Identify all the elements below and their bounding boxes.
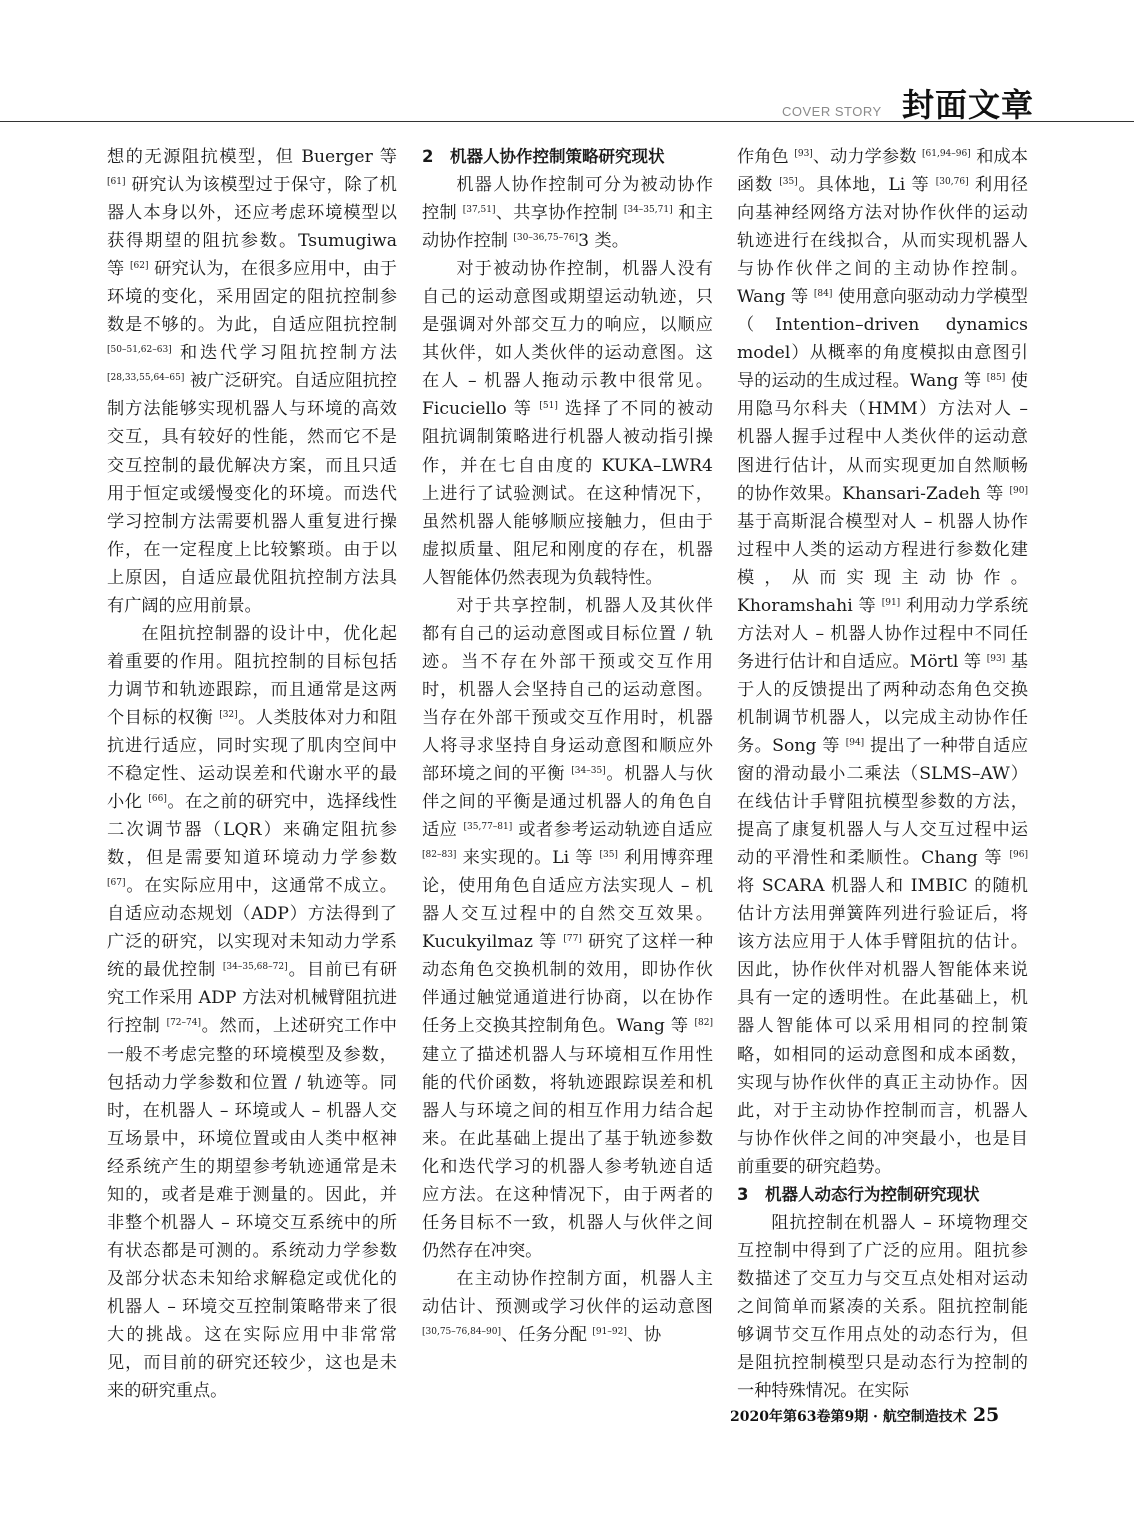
paragraph: 想的无源阻抗模型，但 Buerger 等 [61] 研究认为该模型过于保守，除了机器人本身以外，还应考虑环境模型以获得期望的阻抗参数。Tsumugiwa 等 [62] 研究认为，在很多应用中，由于环境的变化，采用固定的阻抗控制参数是不够的。为此，自适应阻抗控制 [50–51,62–63] 和迭代学习阻抗控制方法 [28,33,55,64–65] 被广泛研究。自适应阻抗控制方法能够实现机器人与环境的高效交互，具有较好的性能，然而它不是交互控制的最优解决方案，而且只适用于恒定或缓慢变化的环境。而迭代学习控制方法需要机器人重复进行操作，在一定程度上比较繁琐。由于以上原因，自适应最优阻抗控制方法具有广阔的应用前景。 bbox=[107, 147, 397, 616]
citation: [93] bbox=[986, 653, 1006, 664]
paragraph: 在阻抗控制器的设计中，优化起着重要的作用。阻抗控制的目标包括力调节和轨迹跟踪，而且通常是这两个目标的权衡 [32]。人类肢体对力和阻抗进行适应，同时实现了肌肉空间中不稳定性、运动误差和代谢水平的最小化 [66]。在之前的研究中，选择线性二次调节器（LQR）来确定阻抗参数，但是需要知道环境动力学参数 [67]。在实际应用中，这通常不成立。自适应动态规划（ADP）方法得到了广泛的研究，以实现对未知动力学系统的最优控制 [34–35,68–72]。目前已有研究工作采用 ADP 方法对机械臂阻抗进行控制 [72–74]。然而，上述研究工作中一般不考虑完整的环境模型及参数，包括动力学参数和位置 / 轨迹等。同时，在机器人 – 环境或人 – 机器人交互场景中，环境位置或由人类中枢神经系统产生的期望参考轨迹通常是未知的，或者是难于测量的。因此，并非整个机器人 – 环境交互系统中的所有状态都是可测的。系统动力学参数及部分状态未知给求解稳定或优化的机器人 – 环境交互控制策略带来了很大的挑战。这在实际应用中非常常见，而目前的研究还较少，这也是未来的研究重点。 bbox=[107, 623, 397, 1402]
text-column-1 bbox=[107, 143, 397, 1405]
citation: [37,51] bbox=[462, 205, 496, 216]
text-column-2 bbox=[422, 143, 713, 1349]
citation: [34–35,71] bbox=[623, 205, 673, 216]
citation: [93] bbox=[794, 149, 813, 159]
paragraph: 对于被动协作控制，机器人没有自己的运动意图或期望运动轨迹，只是强调对外部交互力的响应，以顺应其伙伴，如人类伙伴的运动意图。这在人 – 机器人拖动示教中很常见。Ficuciello 等 [51] 选择了不同的被动阻抗调制策略进行机器人被动指引操作，并在七自由度的 KUKA–LWR4 上进行了试验测试。在这种情况下，虽然机器人能够顺应接触力，但由于虚拟质量、阻尼和刚度的存在，机器人智能体仍然表现为负载特性。 bbox=[422, 259, 713, 588]
header-rule-tail bbox=[1027, 121, 1134, 122]
page-number: 25 bbox=[972, 1404, 1000, 1426]
citation: [28,33,55,64–65] bbox=[107, 373, 185, 384]
citation: [82] bbox=[694, 1018, 713, 1029]
citation: [30,76] bbox=[935, 177, 969, 188]
section-heading: 3 机器人动态行为控制研究现状 bbox=[737, 1184, 980, 1204]
section-title: 封面文章 bbox=[902, 86, 1035, 124]
citation: [34–35,68–72] bbox=[222, 962, 288, 973]
text-column-3 bbox=[737, 143, 1028, 1405]
citation: [61] bbox=[107, 177, 126, 188]
section-heading: 2 机器人协作控制策略研究现状 bbox=[422, 147, 665, 166]
citation: [85] bbox=[986, 373, 1006, 384]
cover-story-label: COVER STORY bbox=[782, 104, 882, 119]
citation: [67] bbox=[107, 878, 126, 889]
citation: [82–83] bbox=[422, 850, 457, 861]
page-footer bbox=[730, 1404, 999, 1426]
paragraph: 作角色 [93]、动力学参数 [61,94–96] 和成本函数 [35]。具体地，Li 等 [30,76] 利用径向基神经网络方法对协作伙伴的运动轨迹进行在线拟合，从而实现机器人与协作伙伴之间的主动协作控制。Wang 等 [84] 使用意向驱动动力学模型（Intention–driven dynamics model）从概率的角度模拟由意图引导的运动的生成过程。Wang 等 [85] 使用隐马尔科夫（HMM）方法对人 – 机器人握手过程中人类伙伴的运动意图进行估计，从而实现更加自然顺畅的协作效果。Khansari-Zadeh 等 [90] 基于高斯混合模型对人 – 机器人协作过程中人类的运动方程进行参数化建模，从而实现主动协作。Khoramshahi 等 [91] 利用动力学系统方法对人 – 机器人协作过程中不同任务进行估计和自适应。Mörtl 等 [93] 基于人的反馈提出了两种动态角色交换机制调节机器人，以完成主动协作任务。Song 等 [94] 提出了一种带自适应窗的滑动最小二乘法（SLMS–AW）在线估计手臂阻抗模型参数的方法，提高了康复机器人与人交互过程中运动的平滑性和柔顺性。Chang 等 [96] 将 SCARA 机器人和 IMBIC 的随机估计方法用弹簧阵列进行验证后，将该方法应用于人体手臂阻抗的估计。因此，协作伙伴对机器人智能体来说具有一定的透明性。在此基础上，机器人智能体可以采用相同的控制策略，如相同的运动意图和成本函数，实现与协作伙伴的真正主动协作。因此，对于主动协作控制而言，机器人与协作伙伴之间的冲突最小，也是目前重要的研究趋势。 bbox=[737, 147, 1029, 1177]
citation: [66] bbox=[148, 794, 167, 805]
citation: [96] bbox=[1009, 850, 1028, 861]
citation: [34–35] bbox=[571, 766, 606, 777]
citation: [35] bbox=[599, 850, 618, 861]
citation: [35,77–81] bbox=[463, 822, 513, 833]
paragraph: 阻抗控制在机器人 – 环境物理交互控制中得到了广泛的应用。阻抗参数描述了交互力与交互点处相对运动之间简单而紧凑的关系。阻抗控制能够调节交互作用点处的动态行为，但是阻抗控制模型只是动态行为控制的一种特殊情况。在实际 bbox=[737, 1212, 1028, 1402]
header-rule bbox=[0, 121, 1027, 122]
citation: [91] bbox=[881, 597, 901, 608]
citation: [61,94–96] bbox=[922, 149, 971, 159]
citation: [77] bbox=[563, 934, 582, 945]
citation: [51] bbox=[539, 401, 558, 412]
citation: [35] bbox=[779, 177, 798, 188]
citation: [30–36,75–76] bbox=[513, 233, 579, 244]
citation: [50–51,62–63] bbox=[107, 345, 172, 356]
citation: [91–92] bbox=[592, 1326, 627, 1337]
citation: [94] bbox=[845, 737, 865, 748]
paragraph: 对于共享控制，机器人及其伙伴都有自己的运动意图或目标位置 / 轨迹。当不存在外部干预或交互作用时，机器人会坚持自己的运动意图。当存在外部干预或交互作用时，机器人将寻求坚持自身运动意图和顺应外部环境之间的平衡 [34–35]。机器人与伙伴之间的平衡是通过机器人的角色自适应 [35,77–81] 或者参考运动轨迹自适应 [82–83] 来实现的。Li 等 [35] 利用博弈理论，使用角色自适应方法实现人 – 机器人交互过程中的自然交互效果。Kucukyilmaz 等 [77] 研究了这样一种动态角色交换机制的效用，即协作伙伴通过触觉通道进行协商，以在协作任务上交换其控制角色。Wang 等 [82] 建立了描述机器人与环境相互作用性能的代价函数，将轨迹跟踪误差和机器人与环境之间的相互作用力结合起来。在此基础上提出了基于轨迹参数化和迭代学习的机器人参考轨迹自适应方法。在这种情况下，由于两者的任务目标不一致，机器人与伙伴之间仍然存在冲突。 bbox=[422, 595, 714, 1261]
citation: [62] bbox=[130, 261, 149, 272]
paragraph: 机器人协作控制可分为被动协作控制 [37,51]、共享协作控制 [34–35,71] 和主动协作控制 [30–36,75–76]3 类。 bbox=[422, 175, 714, 252]
citation: [32] bbox=[219, 709, 238, 720]
paragraph: 在主动协作控制方面，机器人主动估计、预测或学习伙伴的运动意图 [30,75–76,84–90]、任务分配 [91–92]、协 bbox=[422, 1268, 713, 1345]
citation: [72–74] bbox=[166, 1018, 201, 1029]
citation: [30,75–76,84–90] bbox=[422, 1326, 502, 1337]
citation: [90] bbox=[1009, 485, 1028, 496]
journal-info: 2020年第63卷第9期 · 航空制造技术 bbox=[730, 1409, 967, 1425]
citation: [84] bbox=[813, 289, 833, 300]
